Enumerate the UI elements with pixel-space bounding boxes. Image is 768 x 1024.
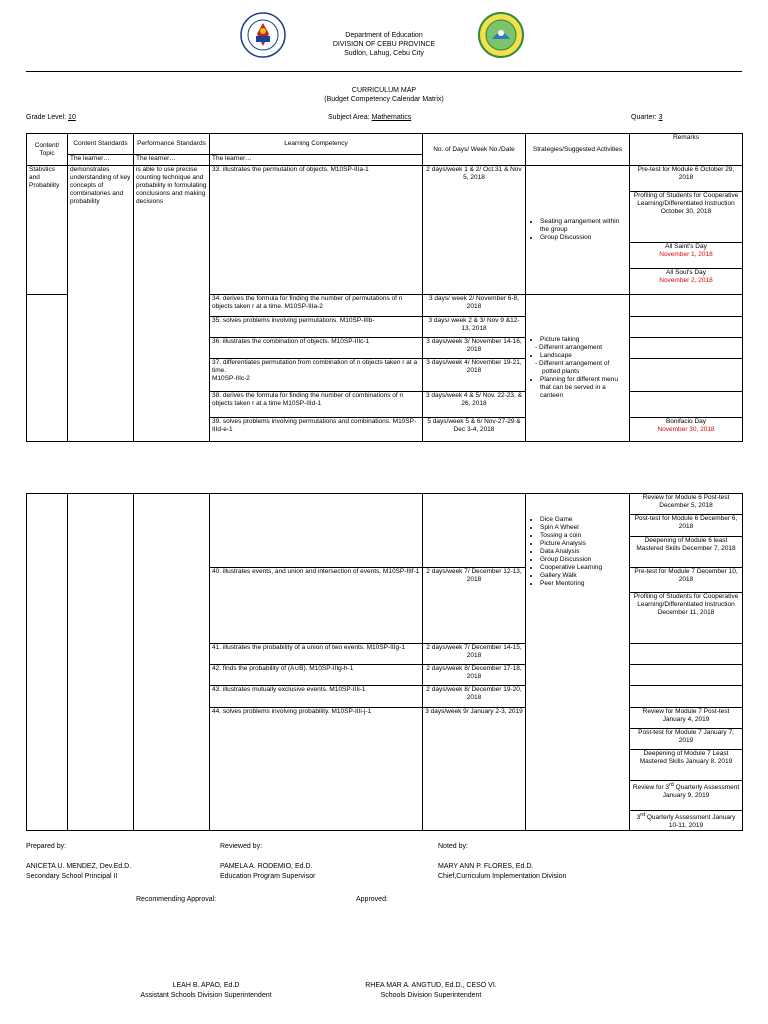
noted-by-title: Chief,Curriculum Implementation Division: [438, 873, 567, 880]
prepared-by-title: Secondary School Principal II: [26, 873, 118, 880]
days-37: 3 days/week 4/ November 19-21, 2018: [423, 359, 526, 392]
doc-title: CURRICULUM MAP: [351, 87, 417, 94]
doc-subtitle: (Budget Competency Calendar Matrix): [324, 96, 444, 103]
prepared-by-name: ANICETA U. MENDEZ, Dev.Ed.D.: [26, 863, 132, 870]
remark-review-q3-sup: rd: [668, 782, 674, 788]
strategy-subitem: - Different arrangement: [542, 344, 627, 352]
reviewed-by-title: Education Program Supervisor: [220, 873, 316, 880]
strategy-item: • Landscape: [540, 352, 627, 360]
remark-q3-sup: rd: [640, 812, 646, 818]
strategy-item: • Group Discussion: [540, 234, 627, 242]
header-division: DIVISION OF CEBU PROVINCE: [332, 41, 436, 48]
remark-bonifacio: [630, 418, 743, 442]
remark-posttest-module7: Post-test for Module 7 January 7, 2019: [630, 729, 743, 750]
strategy-item: • Seating arrangement within the group: [540, 218, 627, 234]
remark-bonifacio-label: Bonifacio Day: [665, 418, 707, 425]
remark-q3-text: 3: [636, 814, 641, 822]
header-address: Sudlon, Lahug, Cebu City: [344, 50, 424, 57]
remark-deepening-module6: Deepening of Module 6 least Mastered Skills December 7, 2018: [630, 537, 743, 568]
strategy-item: • Dice Game: [540, 516, 627, 524]
competency-33: 33. illustrates the permutation of objects. M10SP-IIIa-1: [210, 166, 423, 295]
remark-all-souls-label: All Soul's Day: [666, 269, 706, 276]
remark-all-saints-label: All Saint's Day: [665, 243, 707, 250]
approved-label: Approved:: [356, 896, 388, 903]
quarter: [631, 114, 663, 123]
days-39: 5 days/week 5 & 6/ Nov-27-29 & Dec 3-4, 2018: [423, 418, 526, 442]
remark-posttest-module6: Post-test for Module 6 December 6, 2018: [630, 515, 743, 537]
days-43: 2 days/week 8/ December 19-20, 2018: [423, 686, 526, 708]
reviewed-by-name: PAMELA A. RODEMIO, Ed.D.: [220, 863, 313, 870]
recommending-name: LEAH B. APAO, Ed.D: [172, 982, 240, 989]
col-header-performance-standards: Performance Standards: [134, 134, 210, 155]
subject-area-value: Mathematics: [371, 114, 412, 121]
strategy-item: • Cooperative Learning: [540, 564, 627, 572]
topic-cell-2: [27, 494, 68, 831]
strategy-item: • Picture taking: [540, 336, 627, 344]
remark-all-saints-date: November 1, 2018: [659, 251, 713, 258]
remark-empty: [630, 392, 743, 418]
days-35: 3 days/ week 2 & 3/ Nov 9 &12-13, 2018: [423, 317, 526, 338]
competency-39: 39. solves problems involving permutations and combinations. M10SP-IIId-e-1: [210, 418, 423, 442]
strategy-item: • Picture Analysis: [540, 540, 627, 548]
days-34: 3 days/ week 2/ November 6-8, 2018: [423, 295, 526, 317]
subject-area-label: Subject Area:: [328, 114, 370, 121]
learner-label-competency: The learner…: [210, 155, 423, 166]
recommending-approval-label: Recommending Approval:: [136, 896, 217, 903]
days-41: 2 days/week 7/ December 14-15, 2018: [423, 644, 526, 665]
competency-44: 44. solves problems involving probability. M10SP-IIIi-j-1: [210, 708, 423, 831]
quarter-value: 3: [658, 114, 663, 121]
remark-pretest-module7: Pre-test for Module 7 December 10, 2018: [630, 568, 743, 593]
remark-empty: [630, 295, 743, 317]
performance-standard-cell: is able to use precise counting technique and probability in formulating conclusions and making decisions: [134, 166, 210, 442]
col-header-days: No. of Days/ Week No./Date: [423, 134, 526, 166]
days-38: 3 days/week 4 & 5/ Nov. 22-23, & 26, 2018: [423, 392, 526, 418]
days-44: 3 days/week 9/ January 2-3, 2019: [423, 708, 526, 831]
curriculum-table-part2: [26, 493, 743, 831]
strategy-item: • Group Discussion: [540, 556, 627, 564]
col-header-content-topic: Content/ Topic: [27, 134, 68, 166]
grade-level-value: 10: [68, 114, 76, 121]
remark-empty: [630, 644, 743, 665]
grade-level-label: Grade Level:: [26, 114, 67, 121]
strategy-item: • Tossing a coin: [540, 532, 627, 540]
strategies-block-1: [526, 166, 630, 295]
col-header-strategies: Strategies/Suggested Activities: [526, 134, 630, 166]
strategy-item: • Gallery Walk: [540, 572, 627, 580]
quarter-label: Quarter:: [631, 114, 657, 121]
remark-profiling-oct30: Profiling of Students for Cooperative Learning/Differentiated Instruction October 30, 2018: [630, 192, 743, 243]
recommending-title: Assistant Schools Division Superintendent: [140, 992, 272, 999]
remark-empty: [630, 686, 743, 708]
competency-37-code: M10SP-IIIc-2: [212, 375, 250, 382]
remark-review-module7: Review for Module 7 Post-test January 4, 2019: [630, 708, 743, 729]
remark-review-q3-assessment: [630, 781, 743, 811]
remark-profiling-dec11: Profiling of Students for Cooperative Learning/Differentiated Instruction December 11, 2018: [630, 593, 743, 644]
learner-label-performance: The learner…: [134, 155, 210, 166]
competency-43: 43. illustrates mutually exclusive events. M10SP-IIIi-1: [210, 686, 423, 708]
days-33: 2 days/week 1 & 2/ Oct.31 & Nov 5, 2018: [423, 166, 526, 295]
performance-standard-cell-2: [134, 494, 210, 831]
content-standard-cell-2: [68, 494, 134, 831]
topic-cell-empty: [27, 295, 68, 442]
competency-37: [210, 359, 423, 392]
strategy-item: • Peer Mentoring: [540, 580, 627, 588]
remark-q3-assessment: [630, 811, 743, 831]
noted-by-name: MARY ANN P. FLORES, Ed.D.: [438, 863, 534, 870]
days-empty: [423, 494, 526, 568]
prepared-by-label: Prepared by:: [26, 843, 67, 850]
competency-42: 42. finds the probability of (A∪B). M10SP-IIIg-h-1: [210, 665, 423, 686]
reviewed-by-label: Reviewed by:: [220, 843, 263, 850]
remark-all-saints: [630, 243, 743, 269]
competency-34: 34. derives the formula for finding the number of permutations of n objects taken r at a time. M10SP-IIIa-2: [210, 295, 423, 317]
days-40: 2 days/week 7/ December 12-13, 2018: [423, 568, 526, 644]
strategy-item: • Spin A Wheel: [540, 524, 627, 532]
strategies-block-2: [526, 295, 630, 442]
col-header-remarks: Remarks: [630, 134, 743, 166]
subject-area: [328, 114, 411, 123]
learner-label-content: The learner…: [68, 155, 134, 166]
approved-title: Schools Division Superintendent: [380, 992, 482, 999]
remark-deepening-module7: Deepening of Module 7 Least Mastered Skills January 8, 2019: [630, 750, 743, 781]
header-divider: [26, 71, 742, 72]
remark-q3-rest: Quarterly Assessment January 10-11, 2019: [645, 814, 736, 830]
remark-empty: [630, 317, 743, 338]
remark-review-q3-rest: Quarterly Assessment January 9, 2019: [662, 784, 740, 800]
competency-35: 35. solves problems involving permutations. M10SP-IIIb-: [210, 317, 423, 338]
remark-bonifacio-date: November 30, 2018: [657, 426, 715, 433]
col-header-content-standards: Content Standards: [68, 134, 134, 155]
remark-all-souls: [630, 269, 743, 295]
col-header-learning-competency: Learning Competency: [210, 134, 423, 155]
remark-all-souls-date: November 2, 2018: [659, 277, 713, 284]
content-standard-cell: demonstrates understanding of key concepts of combinatories and probability: [68, 166, 134, 442]
remark-empty: [630, 338, 743, 359]
competency-37-text: 37. differentiates permutation from combination of n objects taken r at a time.: [212, 359, 418, 374]
competency-empty: [210, 494, 423, 568]
competency-36: 36. illustrates the combination of objects. M10SP-IIIc-1: [210, 338, 423, 359]
strategies-block-3: [526, 494, 630, 831]
remark-pretest-module6: Pre-test for Module 6 October 29, 2018: [630, 166, 743, 192]
remark-review-module6: Review for Module 6 Post-test December 5, 2018: [630, 494, 743, 515]
topic-cell: Statistics and Probability: [27, 166, 68, 295]
competency-38: 38. derives the formula for finding the number of combinations of n objects taken r at a time M10SP-IIId-1: [210, 392, 423, 418]
remark-empty: [630, 665, 743, 686]
grade-level: [26, 114, 76, 123]
remark-empty: [630, 359, 743, 392]
competency-41: 41. illustrates the probability of a union of two events. M10SP-IIIg-1: [210, 644, 423, 665]
curriculum-table-part1: [26, 133, 743, 442]
strategy-subitem: - Different arrangement of potted plants: [542, 360, 627, 376]
strategy-item: • Planning for different menu that can be served in a canteen: [540, 376, 627, 400]
noted-by-label: Noted by:: [438, 843, 468, 850]
days-36: 3 days/week 3/ November 14-16, 2018: [423, 338, 526, 359]
remark-review-q3-text: Review for 3: [632, 784, 669, 792]
competency-40: 40. illustrates events, and union and intersection of events. M10SP-IIIf-1: [210, 568, 423, 644]
approved-name: RHEA MAR A. ANGTUD, Ed.D., CESO VI.: [365, 982, 497, 989]
strategy-item: • Data Analysis: [540, 548, 627, 556]
days-42: 2 days/week 8/ December 17-18, 2018: [423, 665, 526, 686]
header-department: Department of Education: [345, 32, 423, 39]
